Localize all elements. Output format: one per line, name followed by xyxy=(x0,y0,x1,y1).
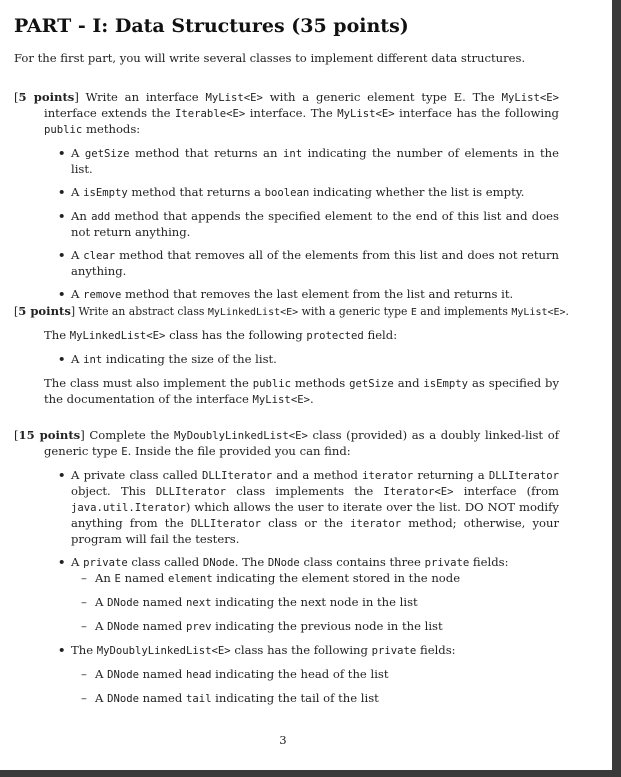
code: E xyxy=(114,573,121,585)
code: E xyxy=(121,446,128,458)
text: A xyxy=(95,595,108,609)
text: class has the following xyxy=(165,328,307,342)
text: ) which allows the user to iterate over the list. DO NOT modify anything from the xyxy=(71,500,559,530)
text: fields: xyxy=(469,555,509,569)
text: indicating the element stored in the node xyxy=(212,571,461,585)
code: Iterable<E> xyxy=(175,108,246,120)
code: DNode xyxy=(107,597,139,609)
text: A xyxy=(71,555,84,569)
list-item xyxy=(14,185,559,201)
code: public xyxy=(252,378,292,390)
text: An xyxy=(71,209,92,223)
text: interface. The xyxy=(245,106,338,120)
code: MyList<E> xyxy=(337,108,395,120)
text: fields: xyxy=(416,643,456,657)
text: The class must also implement the xyxy=(44,376,253,390)
list-item xyxy=(14,352,574,368)
code: DNode xyxy=(107,693,139,705)
code: next xyxy=(185,597,212,609)
code: head xyxy=(185,669,212,681)
text: class called xyxy=(127,555,203,569)
code: iterator xyxy=(350,518,402,530)
code: tail xyxy=(185,693,212,705)
class-fields-intro-list xyxy=(14,643,559,659)
text: as specified by the documentation of the interface xyxy=(44,376,560,406)
provided-items-list xyxy=(14,468,559,571)
page-number: 3 xyxy=(279,733,287,747)
list-item xyxy=(14,209,559,240)
code: element xyxy=(167,573,213,585)
text: Write an abstract class xyxy=(78,305,208,318)
code: public xyxy=(44,124,83,136)
page-title: PART - I: Data Structures (35 points) xyxy=(14,15,409,37)
code: MyLinkedList<E> xyxy=(207,307,299,318)
code: isEmpty xyxy=(83,187,128,199)
text: class contains three xyxy=(299,555,425,569)
section2-requirements xyxy=(14,376,574,408)
code: protected xyxy=(306,330,364,342)
code: clear xyxy=(83,250,116,262)
text: A private class called xyxy=(71,468,202,482)
dnode-intro xyxy=(71,555,559,571)
text: A xyxy=(71,185,84,199)
text: A xyxy=(95,619,108,633)
text: class has the following xyxy=(230,643,372,657)
code: MyList<E> xyxy=(511,307,566,318)
code: private xyxy=(83,557,128,569)
code: int xyxy=(282,148,303,160)
list-item xyxy=(14,691,559,707)
text: method that removes the last element from the list and returns it. xyxy=(121,287,514,301)
list-item xyxy=(14,555,559,571)
code: DNode xyxy=(202,557,235,569)
text: object. This xyxy=(71,484,156,498)
text: . Inside the file provided you can find: xyxy=(127,444,351,458)
method-list xyxy=(14,146,559,303)
code: remove xyxy=(83,289,122,301)
text: with a generic element type E. The xyxy=(262,90,502,104)
text: methods xyxy=(291,376,350,390)
section3-paragraph: [15 points] Complete the MyDoublyLinkedList<E> class (provided) as a doubly linked-list of generic type E. Inside the file provided you can find: xyxy=(14,428,559,458)
code: isEmpty xyxy=(423,378,469,390)
text: interface has the following xyxy=(394,106,559,120)
code: MyDoublyLinkedList<E> xyxy=(96,645,231,657)
code: getSize xyxy=(349,378,394,390)
points-label: 15 points xyxy=(18,428,81,442)
text: indicating the previous node in the list xyxy=(211,619,443,633)
section-interface xyxy=(14,90,559,303)
list-item xyxy=(14,595,559,611)
text: indicating the size of the list. xyxy=(102,352,277,366)
code: DNode xyxy=(107,621,139,633)
code: DNode xyxy=(107,669,139,681)
text: named xyxy=(120,571,168,585)
points-label: 5 points xyxy=(18,90,75,104)
text: and a method xyxy=(272,468,363,482)
text: class or the xyxy=(261,516,351,530)
text: class (provided) as a doubly linked-list of generic type xyxy=(44,428,559,458)
section1-paragraph: [5 points] Write an interface MyList<E> with a generic element type E. The MyList<E> interface extends the Iterable<E> interface. The MyList<E> interface has the following public methods: xyxy=(14,90,559,136)
code: int xyxy=(83,354,103,366)
intro-paragraph: For the first part, you will write several classes to implement different data structures. xyxy=(14,51,526,65)
text: and xyxy=(393,376,424,390)
list-item xyxy=(14,571,559,587)
code: java.util.Iterator xyxy=(71,502,186,514)
text: A xyxy=(95,691,108,705)
text: A xyxy=(71,287,84,301)
code: prev xyxy=(185,621,212,633)
list-item xyxy=(14,667,559,683)
text: A xyxy=(95,667,108,681)
section-doubly-linked-list xyxy=(14,428,559,707)
code: private xyxy=(424,557,470,569)
section2-field-intro xyxy=(14,328,574,344)
text: A xyxy=(71,146,85,160)
code: MyDoublyLinkedList<E> xyxy=(173,430,308,442)
class-fields-list xyxy=(14,667,559,707)
section-abstract-class xyxy=(14,304,574,408)
text: . xyxy=(565,305,569,318)
list-item xyxy=(14,468,559,547)
code: DLLIterator xyxy=(202,470,273,482)
code: MyList<E> xyxy=(501,92,559,104)
code: boolean xyxy=(264,187,310,199)
text: field: xyxy=(363,328,398,342)
list-item xyxy=(14,146,559,177)
section2-heading: [5 points] Write an abstract class MyLinkedList<E> with a generic type E and implements MyList<E>. xyxy=(14,304,569,318)
text: indicating the head of the list xyxy=(211,667,389,681)
text: indicating the tail of the list xyxy=(211,691,379,705)
code: DLLIterator xyxy=(190,518,262,530)
points-label: 5 points xyxy=(18,304,71,318)
text: . xyxy=(309,392,314,406)
text: and implements xyxy=(416,305,512,318)
list-item xyxy=(14,619,559,635)
code: DLLIterator xyxy=(155,486,227,498)
code: E xyxy=(410,307,417,318)
code: iterator xyxy=(362,470,414,482)
text: method that returns a xyxy=(127,185,265,199)
text: methods: xyxy=(82,122,141,136)
text: named xyxy=(138,691,186,705)
text: Complete the xyxy=(89,428,174,442)
text: named xyxy=(138,619,186,633)
text: returning a xyxy=(413,468,489,482)
text: An xyxy=(95,571,115,585)
code: private xyxy=(371,645,417,657)
code: MyList<E> xyxy=(252,394,310,406)
code: getSize xyxy=(84,148,130,160)
list-item xyxy=(14,643,559,659)
text: method that returns an xyxy=(129,146,283,160)
text: indicating the number of elements in the list. xyxy=(71,146,560,176)
text: A xyxy=(71,248,84,262)
text: named xyxy=(138,667,186,681)
text: Write an interface xyxy=(85,90,206,104)
code: Iterator<E> xyxy=(383,486,454,498)
text: indicating whether the list is empty. xyxy=(309,185,525,199)
field-list xyxy=(14,352,574,368)
list-item xyxy=(14,287,559,303)
text: A xyxy=(71,352,84,366)
code: DNode xyxy=(267,557,300,569)
code: add xyxy=(91,211,111,223)
text: interface (from xyxy=(453,484,559,498)
dnode-fields-list xyxy=(14,571,559,635)
text: with a generic type xyxy=(298,305,411,318)
code: DLLIterator xyxy=(488,470,560,482)
text: method that removes all of the elements from this list and does not return anything. xyxy=(71,248,559,278)
text: method that appends the specified element to the end of this list and does not return anything. xyxy=(71,209,559,239)
list-item xyxy=(14,248,559,279)
text: interface extends the xyxy=(44,106,176,120)
code: MyLinkedList<E> xyxy=(69,330,166,342)
text: method; otherwise, your program will fail the testers. xyxy=(71,516,559,546)
text: indicating the next node in the list xyxy=(211,595,418,609)
code: MyList<E> xyxy=(205,92,263,104)
text: . The xyxy=(234,555,268,569)
text: named xyxy=(138,595,186,609)
text: The xyxy=(44,328,70,342)
text: The xyxy=(71,643,97,657)
text: class implements the xyxy=(226,484,384,498)
